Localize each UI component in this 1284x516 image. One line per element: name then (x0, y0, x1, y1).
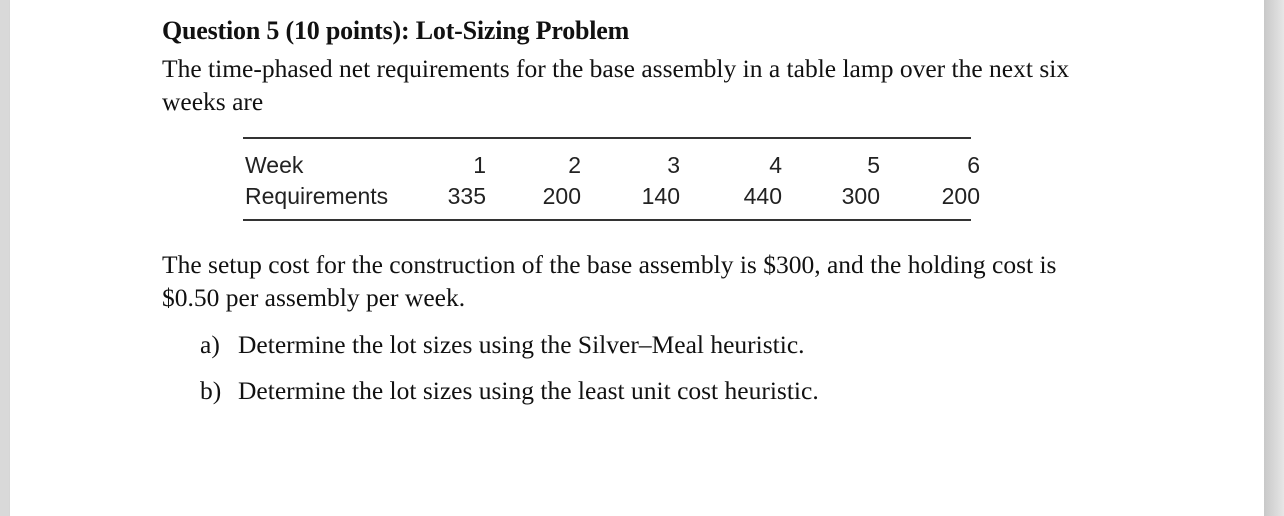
week-cell-6: 6 (967, 152, 980, 178)
part-a-text: Determine the lot sizes using the Silver–Meal heuristic. (238, 330, 805, 359)
requirements-cell-3: 140 (641, 183, 680, 209)
requirements-table (243, 137, 980, 221)
cost-text-line-1: The setup cost for the construction of the base assembly is $300, and the holding cost is (162, 250, 1057, 279)
table-bottom-rule (243, 219, 971, 221)
week-cell-5: 5 (867, 152, 880, 178)
table-row-week (243, 149, 980, 181)
requirements-cell-4: 440 (743, 183, 782, 209)
question-heading: Question 5 (10 points): Lot-Sizing Problem (162, 16, 630, 45)
week-cell-2: 2 (568, 152, 581, 178)
requirements-label: Requirements (245, 183, 389, 209)
part-a-marker: a) (200, 330, 220, 359)
cost-text-line-2: $0.50 per assembly per week. (162, 283, 466, 312)
requirements-cell-5: 300 (841, 183, 880, 209)
week-label: Week (245, 152, 304, 178)
part-b-text: Determine the lot sizes using the least unit cost heuristic. (238, 376, 819, 405)
table-row-requirements (243, 180, 980, 212)
intro-text-line-1: The time-phased net requirements for the base assembly in a table lamp over the next six (162, 54, 1070, 83)
requirements-cell-2: 200 (542, 183, 581, 209)
week-cell-4: 4 (769, 152, 782, 178)
table-top-rule (243, 137, 971, 139)
intro-text-line-2: weeks are (162, 87, 264, 116)
part-b (200, 374, 819, 408)
document-page (10, 0, 1264, 516)
requirements-cell-6: 200 (941, 183, 980, 209)
viewer-edge-shadow (1264, 0, 1284, 516)
part-b-marker: b) (200, 376, 222, 405)
week-cell-1: 1 (473, 152, 486, 178)
requirements-cell-1: 335 (447, 183, 486, 209)
week-cell-3: 3 (667, 152, 680, 178)
part-a (200, 328, 805, 362)
